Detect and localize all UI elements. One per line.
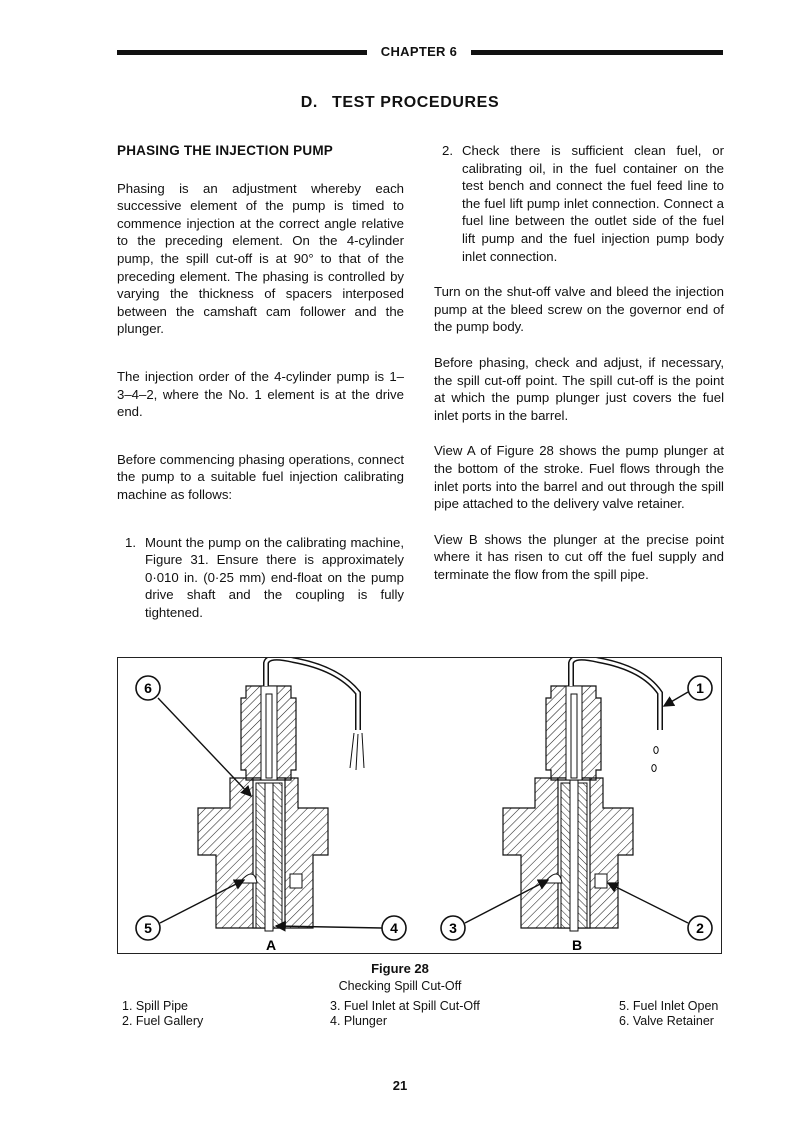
view-b-label: B [571,937,583,953]
section-letter: D. [300,94,318,111]
page-number: 21 [392,1078,408,1093]
figure-subtitle: Checking Spill Cut-Off [338,979,462,993]
section-title-text: TEST PROCEDURES [331,94,500,111]
figure-legend-col-1 [122,999,203,1029]
paragraph-bleed: Turn on the shut-off valve and bleed the injection pump at the bleed screw on the governor end of the pump body. [434,284,724,335]
chapter-label: CHAPTER 6 [380,44,458,59]
step-text: Check there is sufficient clean fuel, or calibrating oil, in the fuel container on the test bench and connect the fuel feed line to the fuel lift pump inlet connection. Connect a fuel line between the outlet side of the fuel lift pump and the fuel injection pump body inlet connection. [462,143,724,264]
figure-legend-col-3 [619,999,718,1029]
callout-3-number: 3 [449,920,457,936]
legend-item: 5. Fuel Inlet Open [619,999,719,1013]
left-column [117,142,404,621]
paragraph-before-phasing: Before phasing, check and adjust, if necessary, the spill cut-off point. The spill cut-off is the point at which the pump plunger just covers the fuel inlet ports in the barrel. [434,354,724,423]
view-a-label: A [265,937,277,953]
legend-item: 1. Spill Pipe [122,999,189,1013]
callout-6 [136,676,251,796]
step-2 [434,142,724,265]
section-title [0,94,800,112]
legend-item: 3. Fuel Inlet at Spill Cut-Off [330,999,480,1013]
step-number: 2. [442,143,453,158]
callout-2 [608,883,712,940]
step-1 [117,534,404,622]
paragraph-phasing-definition: Phasing is an adjustment whereby each successive element of the pump is timed to commence injection at the correct angle relative to the preceding element. On the 4-cylinder pump, the spill cut-off is at 90° to that of the preceding element. The phasing is controlled by varying the thickness of spacers interposed between the camshaft cam follower and the plunger. [117,180,404,337]
paragraph-injection-order: The injection order of the 4-cylinder pump is 1–3–4–2, where the No. 1 element is at the drive end. [117,368,404,420]
figure-legend-col-2 [330,999,480,1029]
header-rule-left [117,50,367,55]
figure-title: Figure 28 [371,961,429,976]
callout-4-number: 4 [390,920,398,936]
paragraph-view-b: View B shows the plunger at the precise point where it has risen to cut off the fuel supply and terminate the flow from the spill pipe. [434,531,724,582]
right-column [434,142,724,583]
legend-item: 6. Valve Retainer [619,1014,714,1028]
step-number: 1. [125,534,136,550]
step-text: Mount the pump on the calibrating machine, Figure 31. Ensure there is approximately 0·010 in. (0·25 mm) end-float on the pump drive shaft and the coupling is fully tightened. [145,534,404,620]
callout-1 [664,676,712,706]
legend-item: 2. Fuel Gallery [122,1014,204,1028]
chapter-header [117,44,723,60]
figure-drawing [118,658,723,955]
subsection-heading: PHASING THE INJECTION PUMP [117,143,333,158]
callout-5-number: 5 [144,920,152,936]
header-rule-right [471,50,723,55]
paragraph-before-commencing: Before commencing phasing operations, connect the pump to a suitable fuel injection calibrating machine as follows: [117,451,404,502]
paragraph-view-a: View A of Figure 28 shows the pump plunger at the bottom of the stroke. Fuel flows through the inlet ports into the barrel and out through the spill pipe attached to the delivery valve retainer. [434,443,724,512]
callout-6-number: 6 [144,680,152,696]
view-b-assembly [503,658,660,931]
callout-1-number: 1 [696,680,704,696]
callout-2-number: 2 [696,920,704,936]
legend-item: 4. Plunger [330,1014,387,1028]
figure-28-illustration [117,657,722,954]
